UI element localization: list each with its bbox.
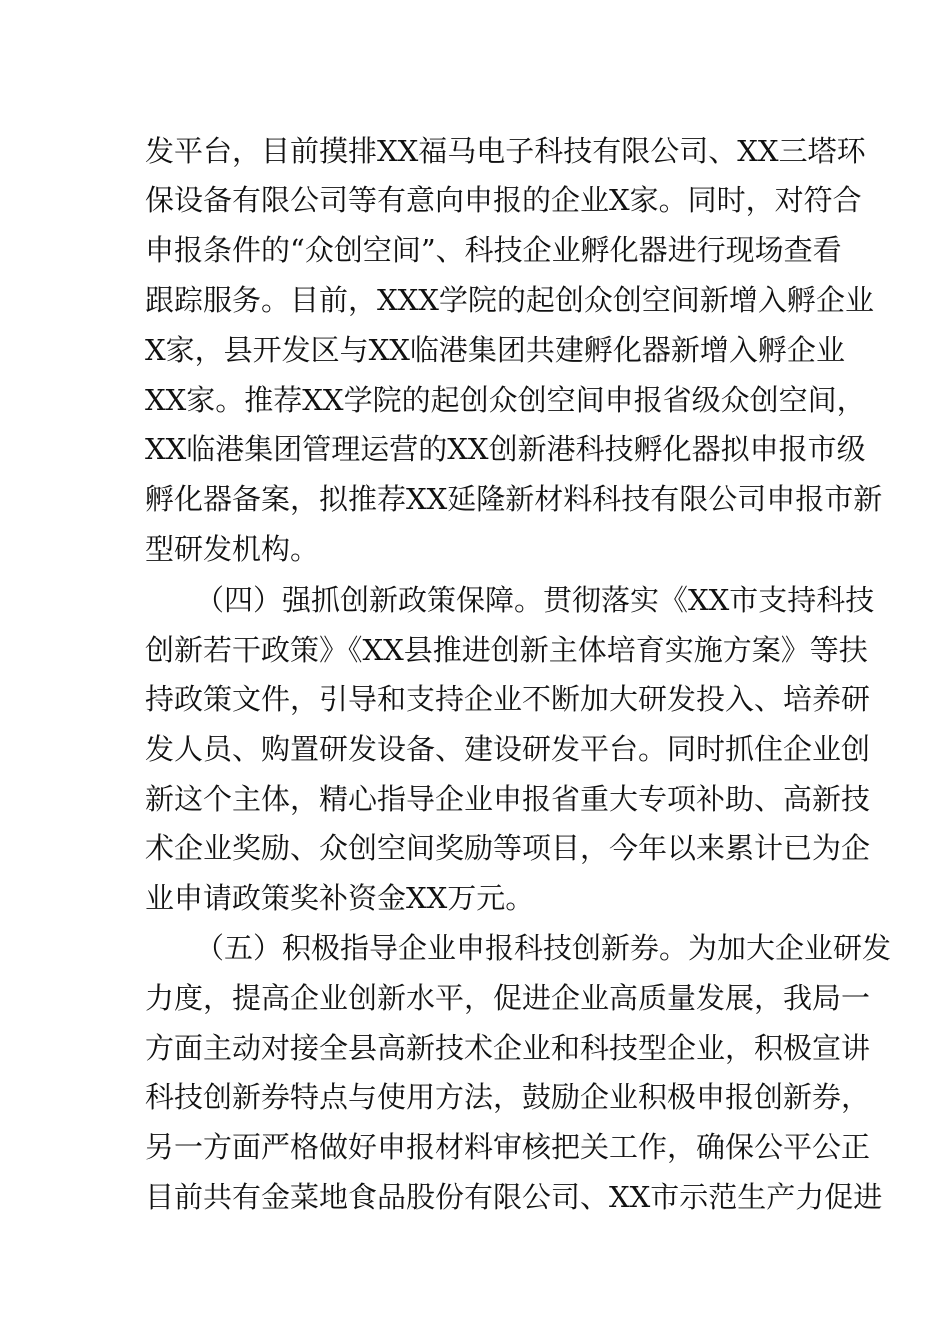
text-line: X家，县开发区与XX临港集团共建孵化器新增入孵企业 — [145, 333, 845, 367]
text-line: 发人员、购置研发设备、建设研发平台。同时抓住企业创 — [145, 732, 871, 766]
text-line: 创新若干政策》《XX县推进创新主体培育实施方案》等扶 — [145, 633, 868, 667]
text-line: 科技创新券特点与使用方法，鼓励企业积极申报创新券， — [145, 1080, 871, 1114]
text-line: 业申请政策奖补资金XX万元。 — [145, 881, 535, 915]
text-line: 型研发机构。 — [145, 532, 320, 566]
text-line: 申报条件的“众创空间”、科技企业孵化器进行现场查看 — [145, 233, 842, 267]
text-line: XX家。推荐XX学院的起创众创空间申报省级众创空间， — [145, 383, 866, 417]
text-line: XX临港集团管理运营的XX创新港科技孵化器拟申报市级 — [145, 432, 866, 466]
text-line: 新这个主体，精心指导企业申报省重大专项补助、高新技 — [145, 782, 871, 816]
text-line: （五）积极指导企业申报科技创新券。为加大企业研发 — [195, 931, 892, 965]
text-line: 目前共有金菜地食品股份有限公司、XX市示范生产力促进 — [145, 1180, 883, 1214]
text-line: 发平台，目前摸排XX福马电子科技有限公司、XX三塔环 — [145, 134, 866, 168]
text-line: （四）强抓创新政策保障。贯彻落实《XX市支持科技 — [195, 583, 875, 617]
text-line: 持政策文件，引导和支持企业不断加大研发投入、培养研 — [145, 682, 871, 716]
text-line: 跟踪服务。目前，XXX学院的起创众创空间新增入孵企业 — [145, 283, 874, 317]
text-line: 孵化器备案，拟推荐XX延隆新材料科技有限公司申报市新 — [145, 482, 883, 516]
text-line: 方面主动对接全县高新技术企业和科技型企业，积极宣讲 — [145, 1031, 871, 1065]
text-line: 术企业奖励、众创空间奖励等项目，今年以来累计已为企 — [145, 831, 871, 865]
text-line: 保设备有限公司等有意向申报的企业X家。同时，对符合 — [145, 183, 862, 217]
text-line: 力度，提高企业创新水平，促进企业高质量发展，我局一 — [145, 981, 871, 1015]
text-line: 另一方面严格做好申报材料审核把关工作，确保公平公正 — [145, 1130, 871, 1164]
